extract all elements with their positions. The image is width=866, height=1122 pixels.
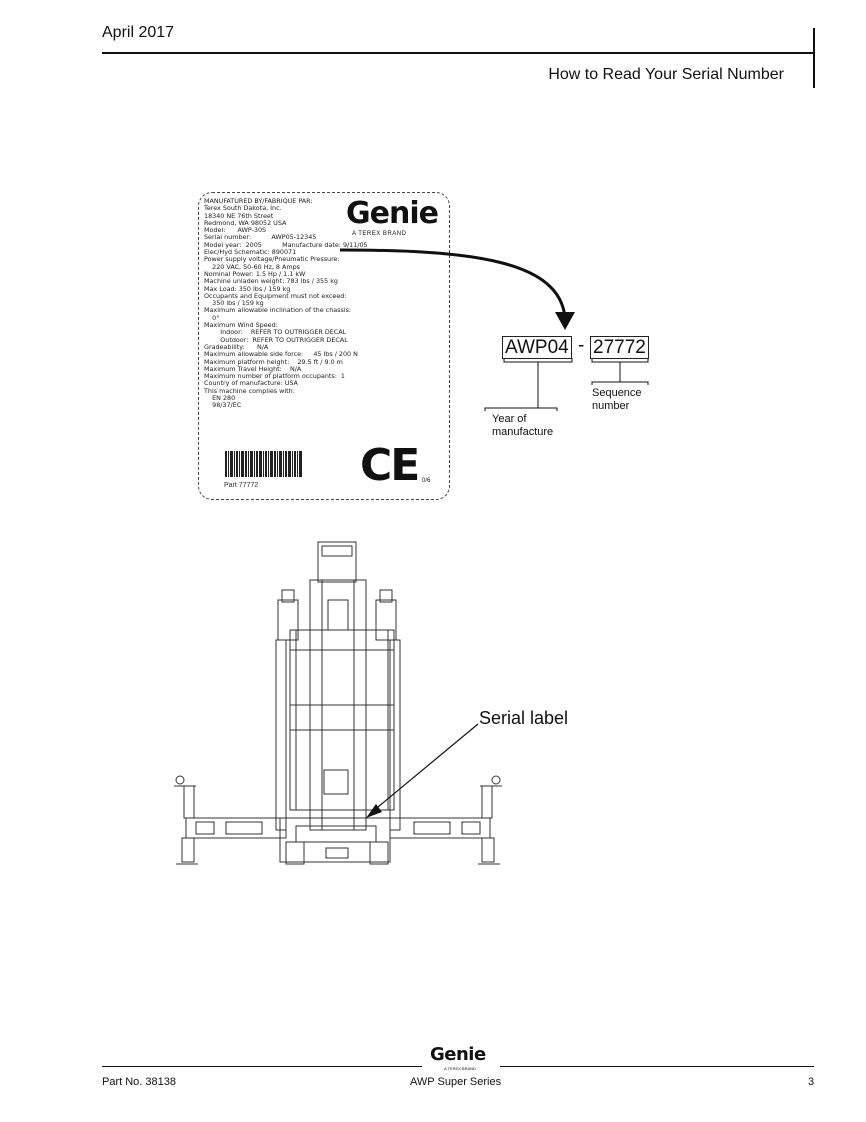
plate-part-number: Part 77772 xyxy=(224,482,259,489)
page-title: How to Read Your Serial Number xyxy=(548,66,784,83)
genie-logo: Genie xyxy=(346,196,438,231)
year-of-manufacture-label: Year of manufacture xyxy=(492,413,554,438)
ce-mark-number: 0/6 xyxy=(422,478,431,484)
sequence-number-label: Sequence number xyxy=(592,387,642,412)
serial-sequence-box: 27772 xyxy=(590,336,649,359)
serial-label-callout: Serial label xyxy=(479,708,569,728)
footer-rule-right xyxy=(500,1066,814,1067)
footer-genie-logo: Genie xyxy=(430,1044,486,1065)
page-number: 3 xyxy=(808,1076,815,1088)
terex-brand-text: A TEREX BRAND xyxy=(352,231,407,237)
header-date: April 2017 xyxy=(102,24,175,41)
footer-series: AWP Super Series xyxy=(410,1076,502,1088)
footer-part-number: Part No. 38138 xyxy=(102,1076,176,1088)
footer-rule-left xyxy=(102,1066,422,1067)
serial-prefix-box: AWP04 xyxy=(502,336,572,359)
ce-mark: CE xyxy=(360,440,419,491)
footer-terex-brand: A TEREX BRAND xyxy=(444,1066,476,1071)
serial-separator: - xyxy=(578,335,585,356)
plate-text: MANUFATURED BY/FABRIQUE PAR: Terex South Dakota, Inc. 18340 NE 76th Street Redmond, WA 98052 USA Model: AWP-30S Serial number: AWP05-12345 Model year: 2005 Manufacture date: 9/11/05 Elec/Hyd Schematic: 890071 Power supply voltage/Pneumatic Pressure: 220 VAC, 50-60 Hz, 8 Amps Nominal Power: 1.5 Hp / 1.1 kW Machine unladen weight: 783 lbs / 355 kg Max Load: 350 lbs / 159 kg Occupants and Equipment must not exceed: 350 lbs / 159 kg Maximum allowable inclination of the chassis: 0° Maximum Wind Speed: Indoor: REFER TO OUTRIGGER DECAL Outdoor: REFER TO OUTRIGGER DECAL Gradeability: N/A Maximum allowable side force: 45 lbs / 200 N Maximum platform height: 29.5 ft / 9.0 m Maximum Travel Height: N/A Maximum number of platform occupants: 1 Country of manufacture: USA This machine complies with: EN 280 98/37/EC xyxy=(204,197,368,410)
